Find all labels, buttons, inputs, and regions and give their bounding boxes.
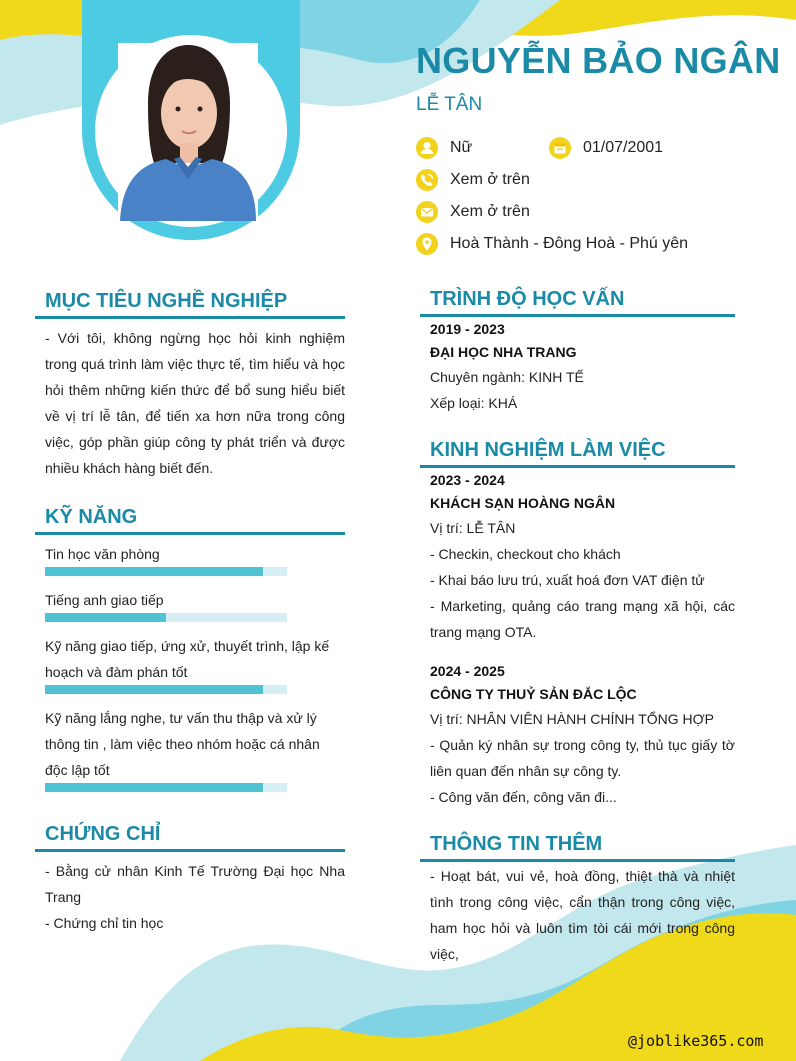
skill-bar (45, 567, 287, 576)
certificate-item: - Chứng chỉ tin học (45, 915, 164, 931)
candidate-name: NGUYỄN BẢO NGÂN (416, 40, 781, 81)
education-title: TRÌNH ĐỘ HỌC VẤN (430, 288, 625, 310)
job-period: 2024 - 2025 (430, 663, 505, 679)
skill-label: Kỹ năng lắng nghe, tư vấn thu thập và xử lý thông tin , làm việc theo nhóm hoặc cá nhân độc lập tốt (45, 710, 320, 778)
location-pin-icon (416, 233, 438, 255)
watermark: @joblike365.com (628, 1032, 764, 1050)
objective-title: MỤC TIÊU NGHỀ NGHIỆP (45, 290, 288, 312)
certificates-title: CHỨNG CHỈ (45, 823, 161, 845)
skill-bar-fill (45, 685, 263, 694)
certificates-list (45, 858, 345, 936)
additional-text (430, 863, 735, 967)
address-value: Hoà Thành - Đông Hoà - Phú yên (450, 235, 689, 252)
education-divider (420, 314, 735, 317)
job-company: KHÁCH SẠN HOÀNG NGÂN (430, 495, 616, 511)
phone-value: Xem ở trên (450, 171, 530, 188)
skill-label: Kỹ năng giao tiếp, ứng xử, thuyết trình, lập kế hoạch và đàm phán tốt (45, 638, 330, 680)
address-row (416, 232, 688, 256)
job-position: Vị trí: NHÂN VIÊN HÀNH CHÍNH TỔNG HỢP (430, 711, 714, 727)
phone-icon (416, 169, 438, 191)
job-duty: - Khai báo lưu trú, xuất hoá đơn VAT điện tử (430, 572, 705, 588)
gender-row (416, 136, 472, 160)
skill-bar (45, 613, 287, 622)
education-period: 2019 - 2023 (430, 321, 505, 337)
job-position: Vị trí: LỄ TÂN (430, 520, 516, 536)
job-company: CÔNG TY THUỶ SẢN ĐẮC LỘC (430, 686, 637, 702)
skill-bar-fill (45, 567, 263, 576)
skill-bar (45, 783, 287, 792)
skill-label: Tin học văn phòng (45, 546, 160, 562)
objective-paragraph: - Với tôi, không ngừng học hỏi kinh nghiệm trong quá trình làm việc thực tế, tìm hiểu và học hỏi thêm những kiến thức để bổ sung hiểu biết về vị trí lễ tân, để tiến xa hơn nữa trong công việc, góp phần giúp công ty phát triển và được nhiều khách hàng biết đến. (45, 330, 345, 476)
phone-row (416, 168, 530, 192)
calendar-icon (549, 137, 571, 159)
skill-label: Tiếng anh giao tiếp (45, 592, 164, 608)
certificate-item: - Bằng cử nhân Kinh Tế Trường Đại học Nha Trang (45, 863, 345, 905)
job-duty: - Marketing, quảng cáo trang mạng xã hội, các trang mạng OTA. (430, 598, 735, 640)
gender-value: Nữ (450, 139, 473, 156)
additional-title: THÔNG TIN THÊM (430, 833, 603, 855)
job-duty: - Quản ký nhân sự trong công ty, thủ tục giấy tờ liên quan đến nhân sự công ty. (430, 737, 735, 779)
skill-bar-fill (45, 783, 263, 792)
skills-title: KỸ NĂNG (45, 506, 138, 528)
birthdate-row (549, 136, 663, 160)
job-title: LỄ TÂN (416, 94, 483, 115)
experience-divider (420, 465, 735, 468)
job-duty: - Checkin, checkout cho khách (430, 546, 621, 562)
email-value: Xem ở trên (450, 203, 530, 220)
experience-title: KINH NGHIỆM LÀM VIỆC (430, 439, 666, 461)
certificates-divider (35, 849, 345, 852)
additional-paragraph: - Hoạt bát, vui vẻ, hoà đồng, thiệt thà và nhiệt tình trong công việc, cẩn thận trong công việc, ham học hỏi và luôn tìm tòi cái mới trong công việc, (430, 868, 735, 962)
person-icon (416, 137, 438, 159)
mail-icon (416, 201, 438, 223)
skill-bar (45, 685, 287, 694)
objective-divider (35, 316, 345, 319)
additional-divider (420, 859, 735, 862)
objective-text (45, 325, 345, 481)
birthdate-value: 01/07/2001 (583, 139, 664, 156)
email-row (416, 200, 530, 224)
education-grade: Xếp loại: KHÁ (430, 395, 518, 411)
job-period: 2023 - 2024 (430, 472, 505, 488)
skills-divider (35, 532, 345, 535)
skill-bar-fill (45, 613, 166, 622)
portrait-photo (118, 43, 258, 221)
education-major: Chuyên ngành: KINH TẾ (430, 369, 584, 385)
education-school: ĐẠI HỌC NHA TRANG (430, 344, 577, 360)
job-duty: - Công văn đến, công văn đi... (430, 789, 617, 805)
